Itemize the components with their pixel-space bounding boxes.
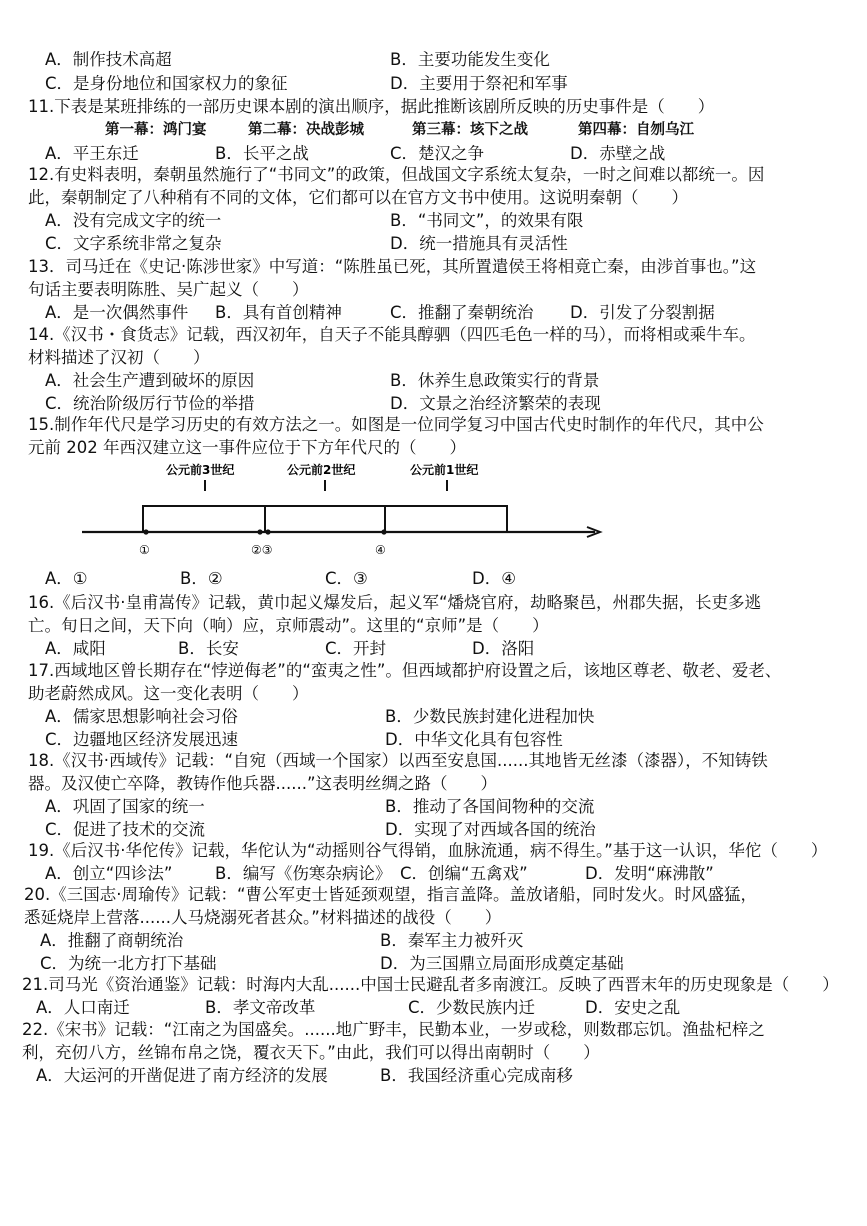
q22-option-b: B．我国经济重心完成南移 [380, 1066, 573, 1085]
century-label-2bc: 公元前2世纪 [287, 463, 356, 477]
q20-option-a: A．推翻了商朝统治 [40, 931, 184, 950]
q14-option-c: C．统治阶级厉行节俭的举措 [45, 394, 255, 413]
century-bracket-3bc [143, 506, 265, 532]
q14-stem-line2: 材料描述了汉初（ ） [28, 348, 210, 367]
q16-stem-line2: 亡。旬日之间，天下向（响）应，京师震动”。这里的“京师”是（ ） [28, 616, 549, 635]
q12-option-c: C．文字系统非常之复杂 [45, 234, 222, 253]
q11-option-b: B．长平之战 [215, 144, 309, 163]
marker-dot-2 [257, 529, 262, 534]
q18-stem-line1: 18.《汉书·西域传》记载：“自宛（西域一个国家）以西至安息国......其地皆无丝漆（漆器），不知铸铁 [28, 751, 768, 770]
q13-option-a: A．是一次偶然事件 [45, 303, 189, 322]
q16-option-b: B．长安 [178, 639, 239, 658]
century-label-1bc: 公元前1世纪 [410, 463, 479, 477]
marker-label-4: ④ [375, 543, 386, 557]
q21-option-a: A．人口南迁 [36, 998, 130, 1017]
q18-option-b: B．推动了各国间物种的交流 [385, 797, 595, 816]
q21-option-d: D．安史之乱 [585, 998, 681, 1017]
q19-stem: 19.《后汉书·华佗传》记载，华佗认为“动摇则谷气得销，血脉流通，病不得生。”基于这一认识，华佗（ ） [28, 841, 828, 860]
q14-stem-line1: 14.《汉书・食货志》记载，西汉初年，自天子不能具醇驷（四匹毛色一样的马），而将相或乘牛车。 [28, 325, 756, 344]
q11-scene-4: 第四幕：自刎乌江 [578, 121, 694, 138]
q18-option-d: D．实现了对西域各国的统治 [385, 820, 596, 839]
q21-stem: 21.司马光《资治通鉴》记载：时海内大乱......中国士民避乱者多南渡江。反映了西晋末年的历史现象是（ ） [22, 975, 839, 994]
q13-stem-line2: 句话主要表明陈胜、吴广起义（ ） [28, 280, 309, 299]
q14-option-d: D．文景之治经济繁荣的表现 [390, 394, 601, 413]
q12-stem-line1: 12.有史料表明，秦朝虽然施行了“书同文”的政策，但战国文字系统太复杂，一时之间难以都统一。因 [28, 165, 765, 184]
marker-label-1: ① [139, 543, 150, 557]
q11-option-d: D．赤壁之战 [570, 144, 666, 163]
q12-option-b: B．“书同文”，的效果有限 [390, 211, 584, 230]
marker-dot-3 [265, 529, 270, 534]
q17-option-c: C．边疆地区经济发展迅速 [45, 730, 239, 749]
q20-stem-line2: 悉延烧岸上营落......人马烧溺死者甚众。”材料描述的战役（ ） [24, 908, 502, 927]
marker-dot-1 [143, 529, 148, 534]
q11-scene-2: 第二幕：决战彭城 [248, 121, 364, 138]
q17-option-a: A．儒家思想影响社会习俗 [45, 707, 238, 726]
q16-option-d: D．洛阳 [472, 639, 535, 658]
marker-label-2-3: ②③ [251, 543, 273, 557]
q15-option-c: C．③ [325, 569, 368, 588]
q11-scene-3: 第三幕：垓下之战 [412, 121, 528, 138]
q16-option-c: C．开封 [325, 639, 387, 658]
q13-stem-line1: 13．司马迁在《史记·陈涉世家》中写道：“陈胜虽已死，其所置遣侯王将相竟亡秦，由涉首事也。”这 [28, 257, 757, 276]
q19-option-b: B．编写《伤寒杂病论》 [215, 864, 392, 883]
century-bracket-1bc [385, 506, 507, 532]
q12-stem-line2: 此，秦朝制定了八种稍有不同的文体，它们都可以在官方文书中使用。这说明秦朝（ ） [28, 188, 688, 207]
timeline-diagram [70, 458, 630, 568]
q10-option-b: B．主要功能发生变化 [390, 50, 550, 69]
q21-option-b: B．孝文帝改革 [205, 998, 316, 1017]
q22-option-a: A．大运河的开凿促进了南方经济的发展 [36, 1066, 328, 1085]
q18-option-c: C．促进了技术的交流 [45, 820, 206, 839]
q13-option-c: C．推翻了秦朝统治 [390, 303, 534, 322]
q10-option-c: C．是身份地位和国家权力的象征 [45, 74, 288, 93]
q18-stem-line2: 器。及汉使亡卒降，教铸作他兵器......”这表明丝绸之路（ ） [28, 774, 498, 793]
q17-stem-line2: 助老蔚然成风。这一变化表明（ ） [28, 684, 309, 703]
q12-option-a: A．没有完成文字的统一 [45, 211, 222, 230]
q11-stem: 11.下表是某班排练的一部历史课本剧的演出顺序，据此推断该剧所反映的历史事件是（ ） [28, 97, 715, 116]
q22-stem-line1: 22.《宋书》记载：“江南之为国盛矣。......地广野丰，民勤本业，一岁或稔，则数郡忘饥。渔盐杞梓之 [22, 1020, 765, 1039]
q17-option-d: D．中华文化具有包容性 [385, 730, 563, 749]
q16-option-a: A．咸阳 [45, 639, 106, 658]
q11-option-c: C．楚汉之争 [390, 144, 485, 163]
q10-option-d: D．主要用于祭祀和军事 [390, 74, 568, 93]
marker-dot-4 [381, 529, 386, 534]
century-label-3bc: 公元前3世纪 [166, 463, 235, 477]
timeline-ruler [70, 458, 630, 568]
q12-option-d: D．统一措施具有灵活性 [390, 234, 568, 253]
q15-stem-line1: 15.制作年代尺是学习历史的有效方法之一。如图是一位同学复习中国古代史时制作的年代尺，其中公 [28, 415, 764, 434]
q21-option-c: C．少数民族内迁 [408, 998, 536, 1017]
q19-option-a: A．创立“四诊法” [45, 864, 173, 883]
q14-option-b: B．休养生息政策实行的背景 [390, 371, 600, 390]
q15-stem-line2: 元前 202 年西汉建立这一事件应位于下方年代尺的（ ） [28, 438, 466, 457]
q13-option-d: D．引发了分裂割据 [570, 303, 715, 322]
q19-option-c: C．创编“五禽戏” [400, 864, 528, 883]
q11-scene-1: 第一幕：鸿门宴 [105, 121, 207, 138]
q20-stem-line1: 20.《三国志·周瑜传》记载：“曹公军吏士皆延颈观望，指言盖降。盖放诸船，同时发火。时风盛猛， [24, 885, 758, 904]
q20-option-c: C．为统一北方打下基础 [40, 954, 217, 973]
q10-option-a: A．制作技术高超 [45, 50, 172, 69]
q18-option-a: A．巩固了国家的统一 [45, 797, 205, 816]
q22-stem-line2: 利，充仞八方，丝锦布帛之饶，覆衣天下。”由此，我们可以得出南朝时（ ） [22, 1043, 600, 1062]
q19-option-d: D．发明“麻沸散” [585, 864, 714, 883]
century-bracket-2bc [265, 506, 385, 532]
q15-option-d: D．④ [472, 569, 516, 588]
q13-option-b: B．具有首创精神 [215, 303, 342, 322]
q16-stem-line1: 16.《后汉书·皇甫嵩传》记载，黄巾起义爆发后，起义军“燔烧官府，劫略聚邑，州郡失据，长吏多逃 [28, 593, 762, 612]
q20-option-d: D．为三国鼎立局面形成奠定基础 [380, 954, 624, 973]
q15-option-a: A．① [45, 569, 88, 588]
q17-option-b: B．少数民族封建化进程加快 [385, 707, 595, 726]
q17-stem-line1: 17.西域地区曾长期存在“悖逆侮老”的“蛮夷之性”。但西域都护府设置之后，该地区尊老、敬老、爱老、 [28, 661, 782, 680]
q11-option-a: A．平王东迁 [45, 144, 139, 163]
q15-option-b: B．② [180, 569, 223, 588]
q20-option-b: B．秦军主力被歼灭 [380, 931, 524, 950]
q14-option-a: A．社会生产遭到破坏的原因 [45, 371, 255, 390]
